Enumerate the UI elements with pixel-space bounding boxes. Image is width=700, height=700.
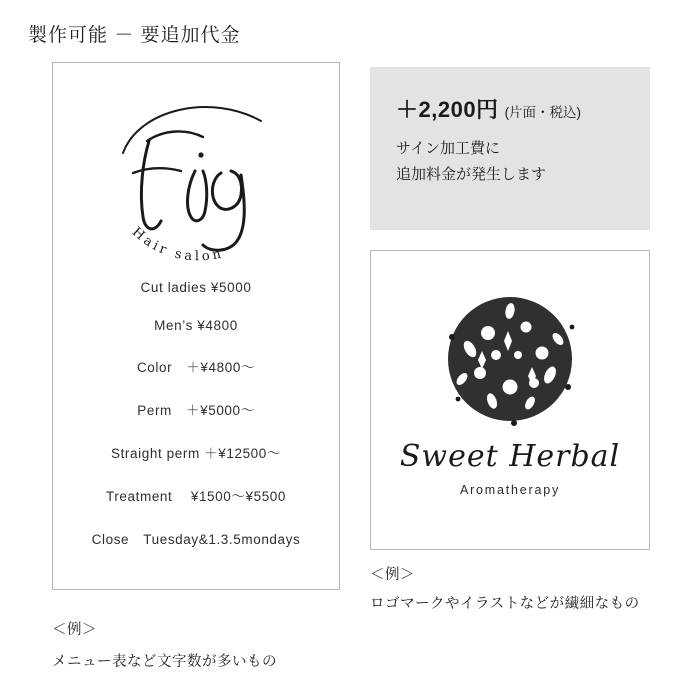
left-example-text: メニュー表など文字数が多いもの [52,654,277,670]
right-example-label: ＜例＞ [370,567,415,583]
svg-text:Hair salon [129,225,225,265]
menu-item: Perm ＋¥5000〜 [137,403,255,418]
menu-item: Treatment ¥1500〜¥5500 [105,489,287,504]
menu-sample-card [52,62,340,590]
sweet-herbal-name: Sweet Herbal [399,439,621,474]
page-title: 製作可能 － 要追加代金 [28,25,241,46]
logo-sample-card [370,250,650,550]
menu-item: Cut ladies ¥5000 [140,280,252,295]
fig-logo-tagline: Hair salon [129,224,226,265]
menu-list [53,280,339,548]
menu-item: Color ＋¥4800〜 [136,360,256,375]
right-example-text: ロゴマークやイラストなどが繊細なもの [370,596,640,612]
left-example-label: ＜例＞ [52,622,97,638]
menu-item: Straight perm ＋¥12500〜 [110,446,282,461]
surcharge-line-2: 追加料金が発生します [396,166,547,184]
surcharge-note [370,67,650,230]
surcharge-price-note: (片面・税込) [504,105,582,120]
surcharge-line-1: サイン加工費に [396,140,500,157]
menu-item: Men’s ¥4800 [154,318,238,333]
sweet-herbal-subtitle: Aromatherapy [459,483,561,497]
fig-logo-icon [91,75,301,275]
surcharge-price: ＋2,200円 [396,97,499,122]
fig-logo [53,63,339,278]
menu-item: Close Tuesday&1.3.5mondays [91,532,301,547]
surcharge-price-row [396,93,650,124]
floral-circle-icon [422,283,598,441]
